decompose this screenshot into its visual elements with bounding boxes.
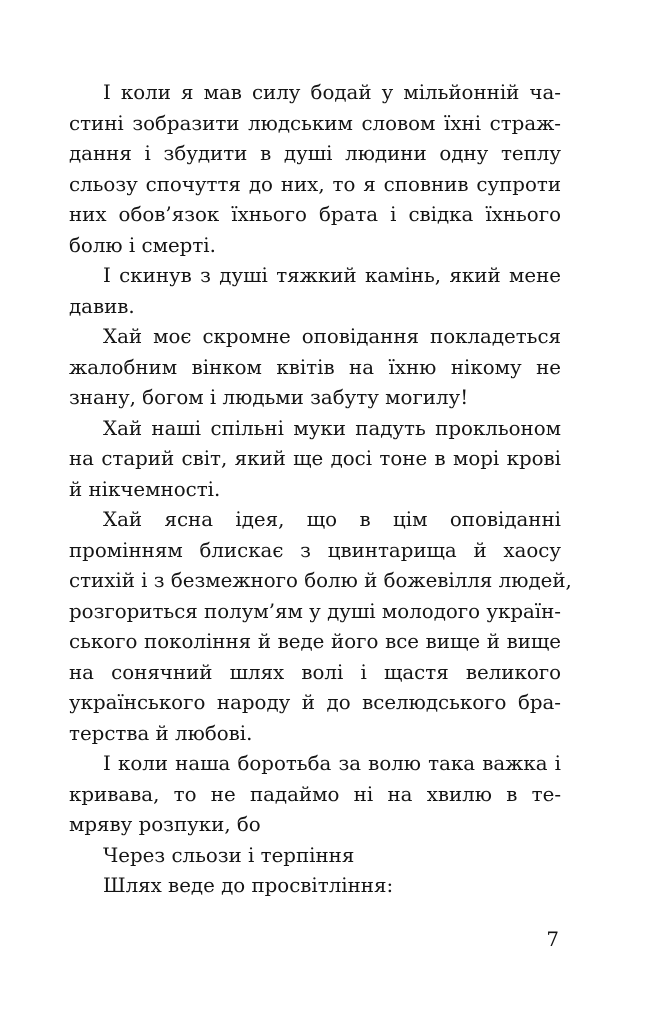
text-line: жалобним вінком квітів на їхню нікому не	[69, 355, 561, 379]
paragraph	[69, 322, 561, 414]
text-line: знану, богом і людьми забуту могилу!	[69, 386, 469, 409]
text-line: мряву розпуки, бо	[69, 813, 261, 836]
paragraph	[69, 414, 561, 506]
text-line: І коли я мав силу бодай у мільйонній ча-	[103, 81, 561, 104]
text-line: й нікчемності.	[69, 477, 221, 501]
verse-line: Через сльози і терпіння	[103, 843, 355, 867]
text-line: українського народу й до вселюдського бра-	[69, 691, 561, 714]
text-line: сльозу спочуття до них, то я сповнив супроти	[69, 172, 561, 196]
paragraph	[69, 78, 561, 261]
text-line: І скинув з душі тяжкий камінь, який мене	[103, 264, 561, 287]
text-line: на сонячний шлях волі і щастя великого	[69, 660, 561, 684]
text-line: Хай ясна ідея, що в цім оповіданні	[103, 508, 561, 531]
page-number: 7	[546, 928, 559, 951]
paragraph	[69, 749, 561, 841]
text-line: Хай наші спільні муки падуть прокльоном	[103, 416, 561, 440]
text-line: стихій і з безмежного болю й божевілля людей,	[69, 569, 572, 592]
verse	[69, 841, 561, 902]
text-line: терства й любові.	[69, 721, 253, 745]
text-line: І коли наша боротьба за волю така важка і	[103, 752, 561, 775]
text-line: розгориться полум’ям у душі молодого україн-	[69, 599, 561, 623]
text-line: болю і смерті.	[69, 233, 216, 257]
text-line: на старий світ, який ще досі тоне в морі крові	[69, 447, 561, 470]
text-line: них обов’язок їхнього брата і свідка їхнього	[69, 203, 561, 226]
text-line: Хай моє скромне оповідання покладеться	[103, 325, 561, 348]
verse-line: Шлях веде до просвітління:	[103, 874, 394, 897]
text-line: дання і збудити в душі людини одну теплу	[69, 142, 561, 165]
paragraph	[69, 505, 572, 749]
page-text	[69, 78, 572, 902]
paragraph	[69, 261, 561, 322]
text-line: кривава, то не падаймо ні на хвилю в те-	[69, 782, 561, 806]
text-line: ського покоління й веде його все вище й вище	[69, 630, 561, 653]
text-line: давив.	[69, 294, 135, 318]
text-line: промінням блискає з цвинтарища й хаосу	[69, 538, 561, 562]
text-line: стині зобразити людським словом їхні страж-	[69, 111, 561, 135]
